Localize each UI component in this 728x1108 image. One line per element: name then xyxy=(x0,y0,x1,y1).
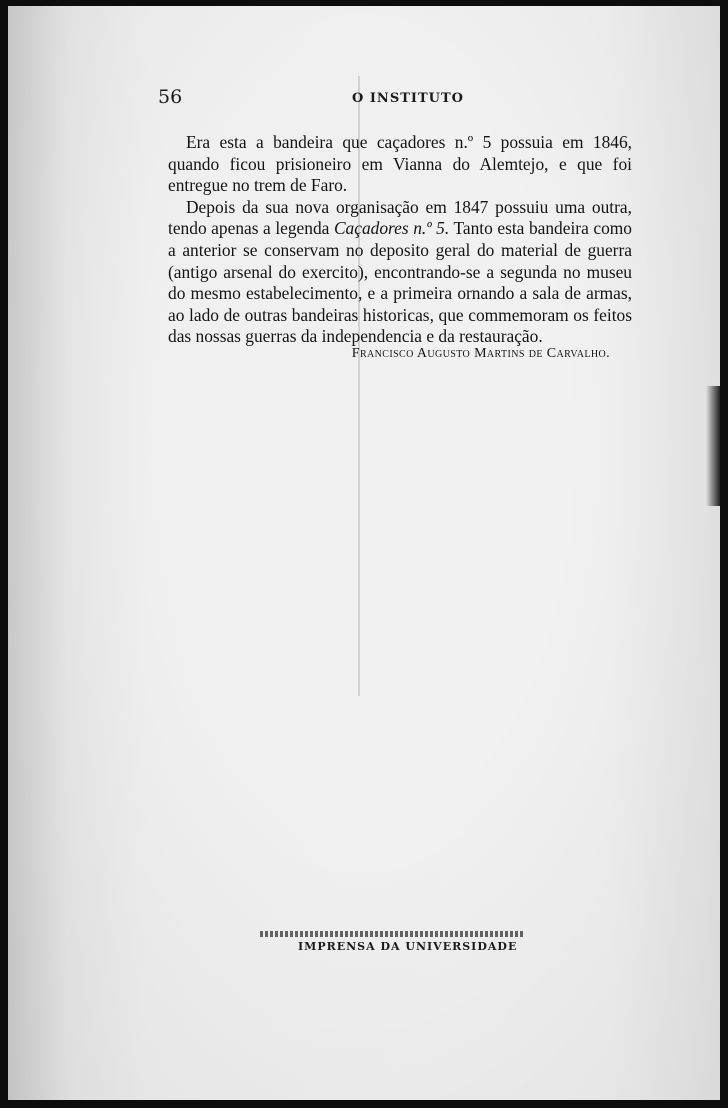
page-edge-shadow xyxy=(706,386,720,506)
document-page xyxy=(8,6,720,1100)
running-head: O INSTITUTO xyxy=(352,91,464,106)
imprint-line: IMPRENSA DA UNIVERSIDADE xyxy=(298,940,518,953)
paragraph-2 xyxy=(168,197,632,348)
page-number: 56 xyxy=(158,86,183,108)
ornamental-rule xyxy=(260,931,524,937)
author-signature: Francisco Augusto Martins de Carvalho. xyxy=(351,346,610,361)
paragraph-2-start: Depois da sua nova organisação em 1847 possuiu uma outra, tendo apenas a legenda xyxy=(168,196,632,239)
paragraph-1: Era esta a bandeira que caçadores n.º 5 possuia em 1846, quando ficou prisioneiro em Vianna do Alemtejo, e que foi entregue no trem de Faro. xyxy=(168,132,632,196)
body-text xyxy=(168,132,632,348)
paragraph-2-italic: Caçadores n.º 5. xyxy=(333,218,450,239)
paragraph-2-end: Tanto esta bandeira como a anterior se conservam no deposito geral do material de guerra (antigo arsenal do exercito), encontrando-se a segunda no museu do mesmo estabelecimento, e a primeira ornando a sala de armas, ao lado de outras bandeiras historicas, que commemoram os feitos das nossas guerras da independencia e da restauração. xyxy=(168,218,632,347)
